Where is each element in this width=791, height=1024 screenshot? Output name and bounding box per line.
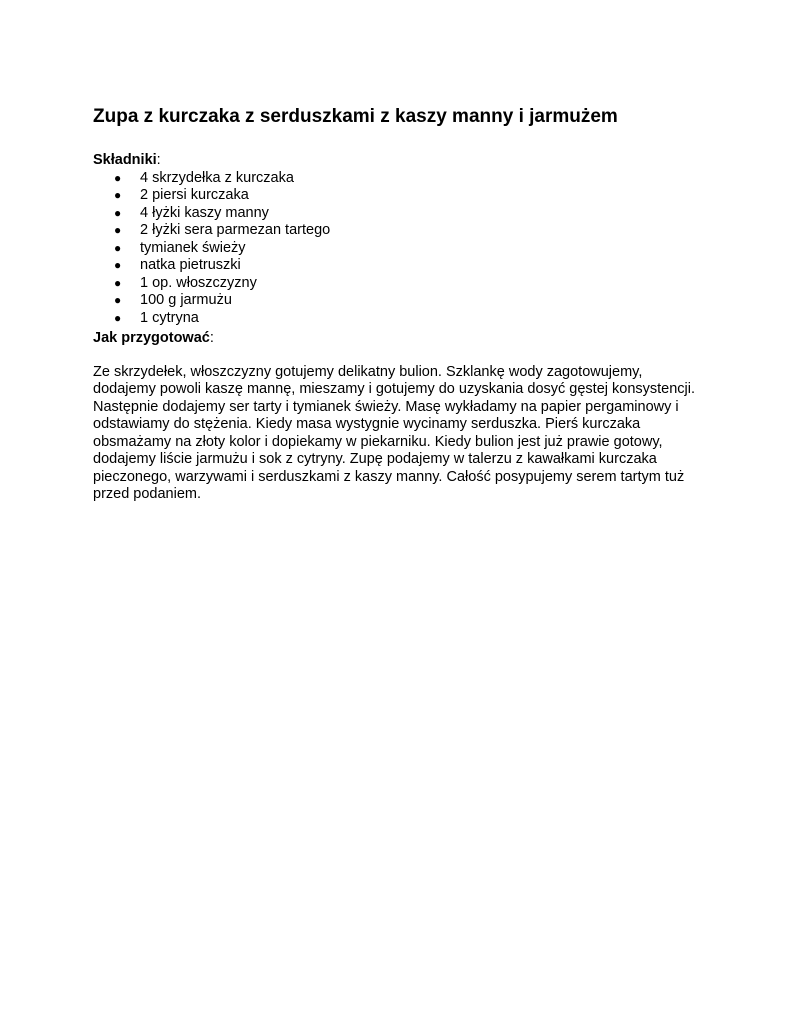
method-heading-colon: : <box>209 330 214 346</box>
ingredient-item <box>93 187 723 205</box>
ingredients-list <box>93 170 723 328</box>
bullet-icon: ● <box>114 223 122 237</box>
ingredient-text: 2 łyżki sera parmezan tartego <box>140 222 331 238</box>
ingredient-text: 4 łyżki kaszy manny <box>140 204 269 221</box>
ingredients-heading <box>93 152 723 170</box>
ingredient-item <box>93 257 723 275</box>
ingredient-text: 1 cytryna <box>140 309 199 326</box>
bullet-icon: ● <box>114 293 122 307</box>
recipe-title: Zupa z kurczaka z serduszkami z kaszy manny i jarmużem <box>93 106 618 127</box>
ingredient-item <box>93 205 723 223</box>
method-heading <box>93 330 723 348</box>
ingredient-item <box>93 222 723 240</box>
bullet-icon: ● <box>114 188 122 202</box>
ingredient-text: natka pietruszki <box>140 257 241 273</box>
ingredient-item <box>93 240 723 258</box>
method-heading-label: Jak przygotować <box>93 330 210 346</box>
bullet-icon: ● <box>114 310 122 325</box>
ingredient-item <box>93 310 723 328</box>
ingredient-text: tymianek świeży <box>140 239 246 256</box>
ingredient-item <box>93 275 723 293</box>
bullet-icon: ● <box>114 258 122 272</box>
ingredients-heading-label: Składniki <box>93 152 157 168</box>
ingredient-text: 1 op. włoszczyzny <box>140 274 257 291</box>
ingredient-item <box>93 292 723 310</box>
method-paragraph: Ze skrzydełek, włoszczyzny gotujemy delikatny bulion. Szklankę wody zagotowujemy, dodajemy powoli kaszę mannę, mieszamy i gotujemy do uzyskania dosyć gęstej konsystencji. Następnie dodajemy ser tarty i tymianek świeży. Masę wykładamy na papier pergaminowy i odstawiamy do stężenia. Kiedy masa wystygnie wycinamy serduszka. Pierś kurczaka obsmażamy na złoty kolor i dopiekamy w piekarniku. Kiedy bulion jest już prawie gotowy, dodajemy liście jarmużu i sok z cytryny. Zupę podajemy w talerzu z kawałkami kurczaka pieczonego, warzywami i serduszkami z kaszy manny. Całość posypujemy serem tartym tuż przed podaniem. <box>93 363 696 502</box>
bullet-icon: ● <box>114 205 122 220</box>
ingredient-text: 2 piersi kurczaka <box>140 187 249 203</box>
bullet-icon: ● <box>114 170 122 185</box>
bullet-icon: ● <box>114 275 122 290</box>
ingredient-text: 4 skrzydełka z kurczaka <box>140 169 294 186</box>
document-content <box>93 104 723 504</box>
ingredient-text: 100 g jarmużu <box>140 292 232 308</box>
ingredients-heading-colon: : <box>156 152 161 168</box>
ingredient-item <box>93 170 723 188</box>
bullet-icon: ● <box>114 240 122 255</box>
